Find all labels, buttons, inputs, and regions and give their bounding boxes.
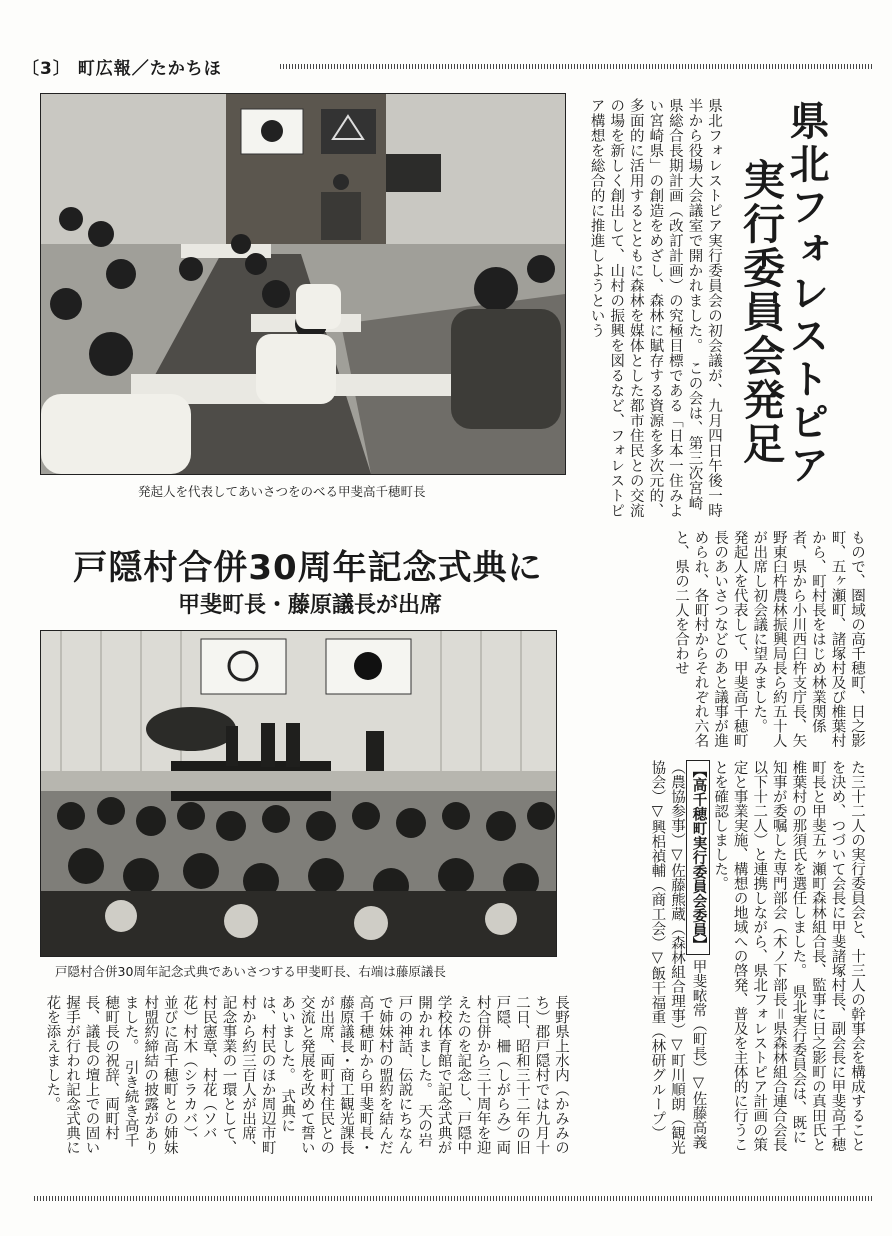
ceremony-photo-caption: 戸隠村合併30周年記念式典であいさつする甲斐町長、右端は藤原議長	[55, 964, 446, 979]
member-list: 甲斐畩常（町長）▽佐藤高義（農協参事）▽佐藤熊蔵（森林組合理事）▽町川順朗（観光協会）▽興梠禎輔（商工会）▽飯干福重（林研グループ）	[649, 760, 707, 1155]
article1-col-mid: もので、圏域の高千穂町、日之影町、五ヶ瀬町、諸塚村及び椎葉村から、町村長をはじめ林業関係者、県から小川西臼杵支庁長、矢野東臼杵農林振興局長ら約五十人が出席し初会議に望みました。 発起人を代表して、甲斐高千穂町長のあいさつなどのあと議事が進められ、各町村からそれぞれ六名と、県の二人を合わせ	[672, 530, 865, 748]
article1-col-bottom-text: た三十二人の実行委員会と、十三人の幹事会を構成することを決め、つづいて会長に甲斐諸塚村長、副会長に甲斐高千穂町長と甲斐五ヶ瀬町森林組合長、監事に日之影町の真田氏と椎葉村の那須氏を選任しました。 県北実行委員会は、既に知事が委嘱した専門部会（木ノ下部長＝県森林組合連合会長以下十二人）と連携しながら、県北フォレストピア計画の策定と事業実施、構想の地域への啓発、普及を主体的に行うことを確認しました。	[712, 760, 865, 1152]
article2-subheadline: 甲斐町長・藤原議長が出席	[177, 593, 442, 618]
page-header	[22, 54, 872, 78]
member-heading: 【高千穂町実行委員会委員】	[686, 760, 710, 955]
headline-line1: 県北フォレストピア	[783, 100, 830, 487]
article2-headline: 戸隠村合併30周年記念式典に	[73, 548, 543, 588]
meeting-photo-caption: 発起人を代表してあいさつをのべる甲斐高千穂町長	[138, 484, 426, 499]
footer-rule	[34, 1196, 872, 1201]
article1-col-bottom	[578, 760, 866, 1155]
meeting-photo	[40, 93, 566, 475]
page-label: 〔3〕 町広報／たかちほ	[22, 59, 222, 79]
headline-line2: 実行委員会発足	[737, 158, 786, 466]
article2-body: 長野県上水内（かみみのち）郡戸隠村では九月十二日、昭和三十二年の旧戸隠、柵（しがらみ）両村合併から三十周年を迎えたのを記念し、戸隠中学校体育館で記念式典が開かれました。 天の岩戸の神話、伝説にちなんで姉妹村の盟約を結んだ高千穂町から甲斐町長・藤原議長・商工観光課長が出席、両町村住民との交流と発展を改めて誓いあいました。 式典には、村民のほか周辺市町村から約三百人が出席、記念事業の一環として、村民憲章、村花（ソバ花）村木（シラカバ）、並びに高千穂町との姉妹村盟約締結の披露がありました。 引き続き高千穂町長の祝辞、両町村長、議長の壇上での固い握手が行われ記念式典に花を添えました。	[44, 995, 569, 1155]
ceremony-photo-image	[41, 631, 556, 956]
article1-headline	[738, 100, 828, 500]
meeting-photo-image	[41, 94, 565, 474]
header-rule	[280, 64, 872, 69]
article1-col-top: 県北フォレストピア実行委員会の初会議が、九月四日午後一時半から役場大会議室で開かれました。 この会は、第三次宮崎県総合長期計画（改訂計画）の究極目標である「日本一住みよい宮崎県」の創造をめざし、森林に賦存する資源を多次元的、多面的に活用するとともに森林を媒体とした都市住民との交流の場を新しく創出して、山村の振興を図るなど、フォレストピア構想を総合的に推進しようという	[588, 98, 722, 518]
ceremony-photo	[40, 630, 557, 957]
